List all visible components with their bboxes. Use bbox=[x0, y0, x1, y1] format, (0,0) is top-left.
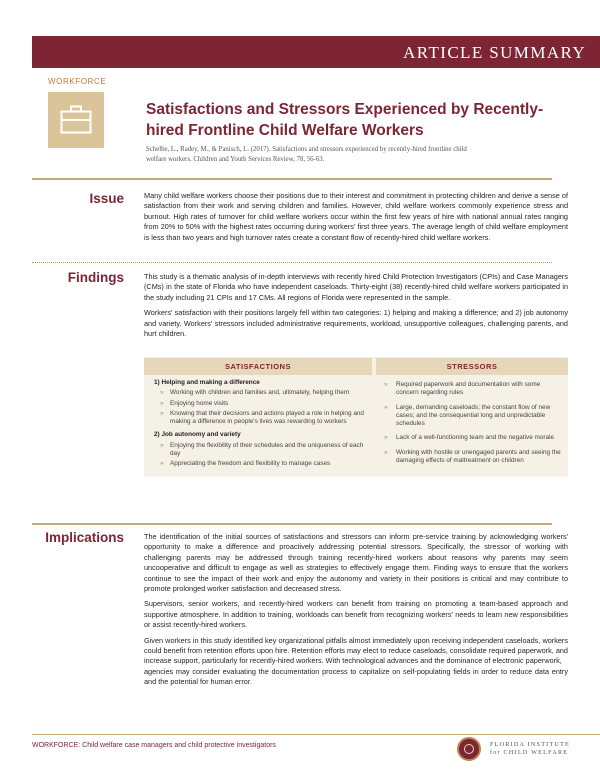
citation-line-2: welfare workers. Children and Youth Services Review, 78, 56-63. bbox=[146, 156, 325, 163]
stressor-item: » Required paperwork and documentation with some concern regarding rules bbox=[382, 381, 562, 398]
issue-label-col bbox=[32, 191, 124, 211]
implications-paragraph-4: agencies may consider evaluating the documentation process to capitalize on self-populating fields in order to reduce data entry and the potential for human error. bbox=[144, 666, 568, 687]
satisfaction-item: » Enjoying the flexibility of their schedules and the uniqueness of each day bbox=[154, 442, 368, 459]
banner-title: ARTICLE SUMMARY bbox=[403, 43, 586, 62]
citation bbox=[146, 145, 566, 165]
satisfactions-stressors-table bbox=[144, 357, 568, 477]
implications-paragraph-2: Supervisors, senior workers, and recently-hired workers can benefit from training on promoting a team-based approach and supportive atmosphere. In addition to training, workloads can benefit from recognizing workers' needs to learn new responsibilities or assist recently-hired workers. bbox=[144, 599, 568, 630]
category-label: WORKFORCE bbox=[48, 77, 107, 86]
implications-label-col bbox=[32, 530, 124, 550]
seal-inner-ring bbox=[464, 744, 474, 754]
satisfaction-item: » Enjoying home visits bbox=[154, 400, 368, 408]
findings-label-col bbox=[32, 270, 124, 290]
satisfactions-header: SATISFACTIONS bbox=[144, 358, 372, 375]
page-title: Satisfactions and Stressors Experienced by Recently-hired Frontline Child Welfare Workers bbox=[146, 101, 544, 139]
findings-heading: Findings bbox=[67, 270, 124, 285]
satisfaction-item: » Knowing that their decisions and actions played a role in helping and making a difference in people's lives was rewarding to workers bbox=[154, 410, 368, 427]
university-seal-icon bbox=[457, 737, 481, 761]
satisfaction-group-1-title: 1) Helping and making a difference bbox=[154, 379, 260, 386]
stressors-header: STRESSORS bbox=[376, 358, 568, 375]
implications-heading: Implications bbox=[45, 530, 124, 545]
stressors-column bbox=[382, 381, 562, 471]
issue-heading: Issue bbox=[89, 191, 124, 206]
issue-paragraph: Many child welfare workers choose their positions due to their interest and commitment in protecting children and derive a sense of satisfaction from their work and serving children and families. However, child welfare workers commonly experience stress and burnout. High rates of turnover for child welfare workers occur within the first few years of hire with national annual rates ranging from 20% to 50% with the highest rates occurring during workers' first three years. The average length of child welfare employment is less than two years and high turnover rates create a constant flow of recently-hired child welfare workers. bbox=[144, 191, 568, 242]
category-icon-box bbox=[48, 92, 104, 148]
logo-line-2: for CHILD WELFARE bbox=[490, 749, 569, 756]
header-divider bbox=[32, 178, 552, 180]
section-divider bbox=[32, 523, 552, 525]
implications-paragraph-3: Given workers in this study identified key organizational pitfalls almost immediately upon receiving independent caseloads, workers could benefit from retention efforts upon hire. Retention efforts may elect to reduce caseloads, consolidate required paperwork, and increase support, particularly for recently-hired workers. With technological advances and the dominance of electronic paperwork, bbox=[144, 635, 568, 666]
implications-paragraph-1: The identification of the initial sources of satisfactions and stressors can inform pre-service training by acknowledging workers' opportunity to make a difference and proactively addressing potential stressors. Specifically, the stressor of working with challenging parents may be addressed through training recently-hired workers about reasons why parents may seem uncooperative and difficult to engage as well as strategies to effectively engage them. Finding ways to ensure that the workers continue to see the impact of their work and enjoy the autonomy and variety in their positions is critical and may contribute to promote prolonged worker satisfaction and decreased stress. bbox=[144, 532, 568, 594]
section-divider bbox=[32, 262, 552, 263]
satisfaction-group-2-title: 2) Job autonomy and variety bbox=[154, 431, 241, 439]
institute-logo bbox=[490, 741, 570, 757]
issue-text bbox=[144, 191, 568, 248]
satisfactions-column bbox=[154, 379, 368, 471]
article-summary-banner bbox=[32, 36, 600, 68]
findings-paragraph-1: This study is a thematic analysis of in-depth interviews with recently hired Child Protection Investigators (CPIs) and Case Managers (CMs) in the state of Florida who have independent caseloads. Thirty-eight (38) recently-hired child welfare workers participated in the study including 21 CPIs and 17 CMs. All regions of Florida were represented in the sample. bbox=[144, 272, 568, 302]
logo-line-1: FLORIDA INSTITUTE bbox=[490, 741, 571, 748]
satisfaction-item: » Appreciating the freedom and flexibility to manage cases bbox=[154, 460, 368, 468]
briefcase-icon bbox=[60, 105, 92, 135]
citation-line-1: Schelbe, L., Radey, M., & Panisch, L. (2017). Satisfactions and stressors experienced by recently-hired frontline child bbox=[146, 146, 467, 153]
findings-text bbox=[144, 272, 568, 344]
footer-text: WORKFORCE: Child welfare case managers and child protective investigators bbox=[32, 742, 276, 749]
stressor-item: » Lack of a well-functioning team and the negative morale bbox=[382, 434, 562, 442]
stressor-item: » Working with hostile or unengaged parents and seeing the damaging effects of maltreatment on children bbox=[382, 449, 562, 466]
stressor-item: » Large, demanding caseloads; the constant flow of new cases; and the consequential long and unpredictable schedules bbox=[382, 404, 562, 429]
implications-text bbox=[144, 532, 568, 693]
footer-divider bbox=[32, 734, 600, 735]
satisfaction-item: » Working with children and families and, ultimately, helping them bbox=[154, 389, 368, 397]
findings-paragraph-2: Workers' satisfaction with their positions largely fell within two categories: 1) helping and making a difference; and 2) job autonomy and variety. Workers' stressors included administrative requirements, workload, unsupportive colleagues, challenging parents, and hurt children. bbox=[144, 308, 568, 339]
